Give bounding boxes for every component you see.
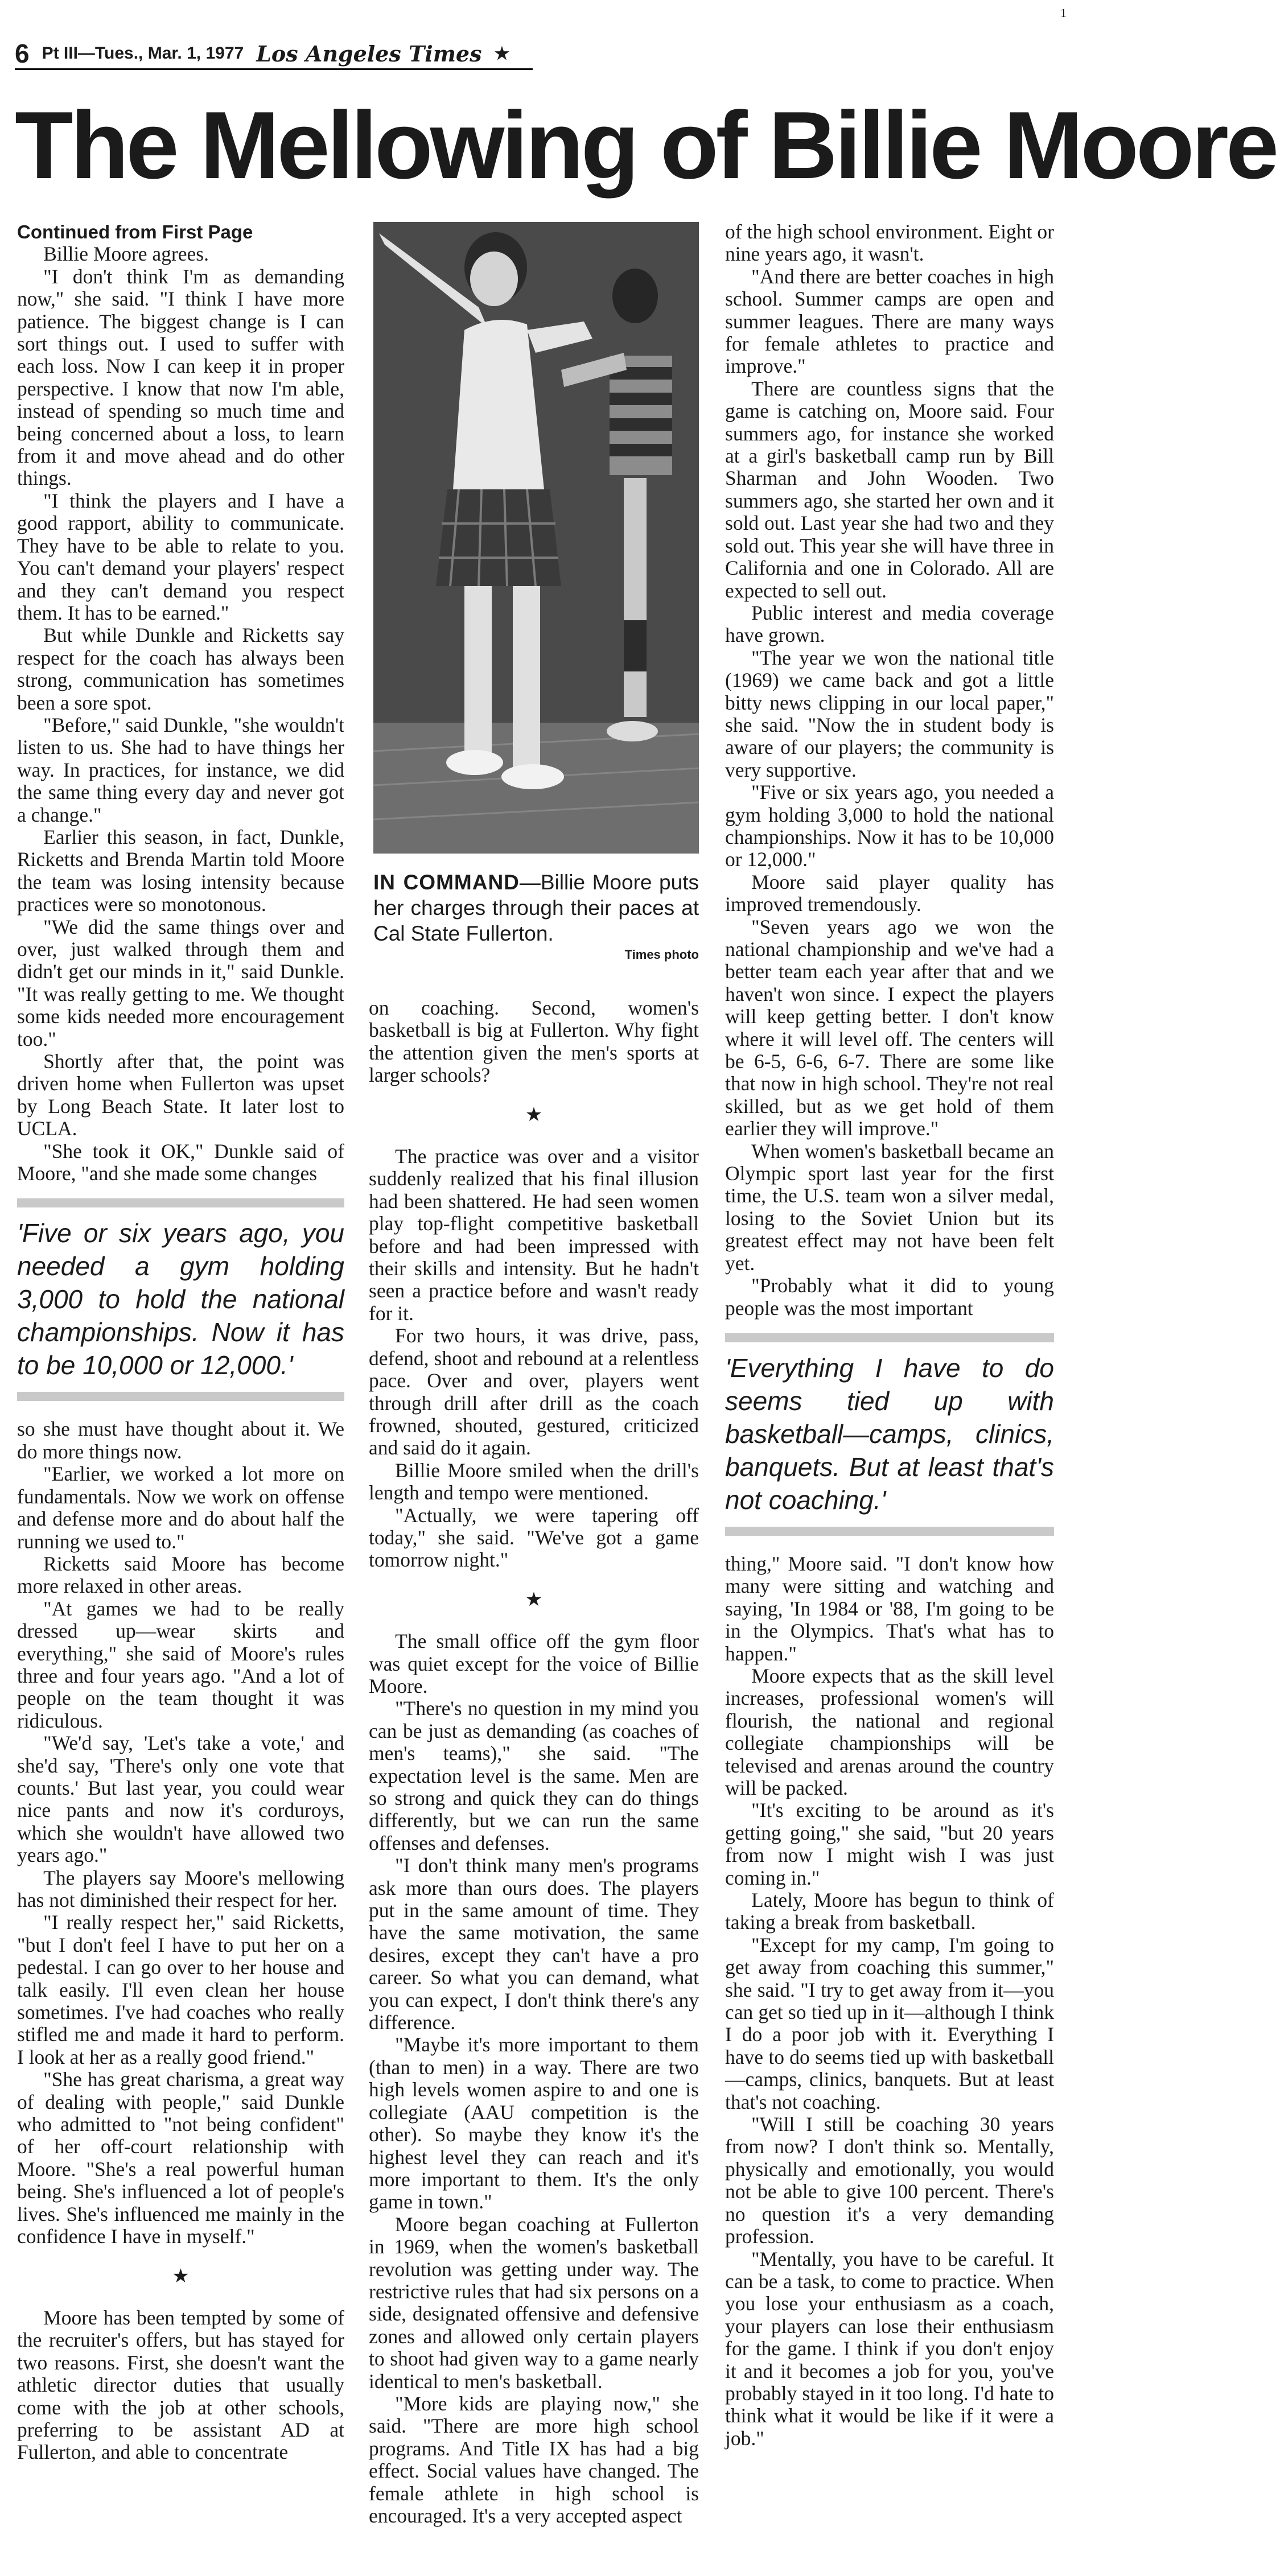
paragraph: "We'd say, 'Let's take a vote,' and she'd say, 'There's only one vote that counts.' But last year, you could wear nice pants and now it's corduroys, which she wouldn't have allowed two years ago." [17, 1732, 344, 1867]
caption-lead: IN COMMAND [373, 871, 520, 894]
paragraph: Billie Moore agrees. [43, 242, 209, 266]
paragraph: There are countless signs that the game is catching on, Moore said. Four summers ago, for instance she worked at a girl's basketball camp run by Bill Sharman and John Wooden. Two summers ago, she started her own and it sold out. Last year she had two and they sold out. This year she will have three in California and one in Colorado. All are expected to sell out. [725, 377, 1054, 602]
star-icon: ★ [494, 44, 510, 63]
paragraph: Public interest and media coverage have grown. [725, 601, 1054, 647]
paragraph: thing," Moore said. "I don't know how many were sitting and watching and saying, 'In 1984 or '88, I'm going to be in the Olympics. That's what has to happen." [725, 1552, 1054, 1665]
paragraph: But while Dunkle and Ricketts say respect for the coach has always been strong, communication has sometimes been a sore spot. [17, 624, 344, 714]
paragraph: Shortly after that, the point was driven home when Fullerton was upset by Long Beach State. It later lost to UCLA. [17, 1050, 344, 1140]
continued-line: Continued from First Page [17, 221, 253, 242]
paragraph: "Except for my camp, I'm going to get away from coaching this summer," she said. "I try to get away from it—you can get so tied up in it—although I think I do a poor job with it. Everything I have to do seems tied up with basketball—camps, clinics, banquets. But at least that's not coaching. [725, 1933, 1054, 2113]
paragraph: For two hours, it was drive, pass, defend, shoot and rebound at a relentless pace. Over and over, players went through drill after drill as the coach frowned, shouted, gestured, criticized and said do it again. [369, 1324, 699, 1460]
paragraph: "Five or six years ago, you needed a gym holding 3,000 to hold the national championships. Now it has to be 10,000 or 12,000." [725, 781, 1054, 871]
section-break-star: ★ [172, 2265, 190, 2287]
article-column-1 [17, 221, 344, 2464]
paragraph: "I don't think I'm as demanding now," she said. "I think I have more patience. The biggest change is I can sort things out. I used to suffer with each loss. Now I can keep it in proper perspective. I know that now I'm able, instead of spending so much time and being concerned about a loss, to learn from it and move ahead and do other things. [17, 265, 344, 490]
pull-quote: 'Everything I have to do seems tied up with basketball—camps, clinics, banquets. But at least that's not coaching.' [725, 1333, 1054, 1536]
paragraph: "I think the players and I have a good rapport, ability to communicate. They have to be able to relate to you. You can't demand your players' respect and they can't demand you respect them. It has to be earned." [17, 489, 344, 624]
headline: The Mellowing of Billie Moore [15, 92, 1276, 199]
paragraph: "She has great charisma, a great way of dealing with people," said Dunkle who admitted to "not being confident" of her off-court relationship with Moore. "She's a real powerful human being. She's influenced a lot of people's lives. She's influenced me mainly in the confidence I have in myself." [17, 2068, 344, 2248]
page-number: 6 [15, 39, 30, 68]
paragraph: of the high school environment. Eight or nine years ago, it wasn't. [725, 220, 1054, 266]
paragraph: Earlier this season, in fact, Dunkle, Ricketts and Brenda Martin told Moore the team was losing intensity because practices were so monotonous. [17, 825, 344, 916]
paragraph: "Probably what it did to young people was the most important [725, 1274, 1054, 1320]
paragraph: "Maybe it's more important to them (than to men) in a way. There are two high levels women aspire to and one is collegiate (AAU competition is the other). So maybe they know it's the highest level they can reach and it's more important to them. It's the only game in town." [369, 2033, 699, 2214]
paragraph: "The year we won the national title (1969) we came back and got a little bitty news clipping in our local paper," she said. "Now the in student body is aware of our players; the community is very supportive. [725, 646, 1054, 781]
section-break-star: ★ [525, 1104, 543, 1126]
paragraph: "She took it OK," Dunkle said of Moore, "and she made some changes [17, 1139, 344, 1185]
paragraph: Ricketts said Moore has become more relaxed in other areas. [17, 1552, 344, 1598]
paragraph: "It's exciting to be around as it's getting going," she said, "but 20 years from now I might wish I was just coming in." [725, 1799, 1054, 1889]
paragraph: Moore expects that as the skill level increases, professional women's will flourish, the national and regional collegiate championships will be televised and arenas around the country will be packed. [725, 1664, 1054, 1799]
paragraph: The small office off the gym floor was quiet except for the voice of Billie Moore. [369, 1630, 699, 1697]
article-column-2 [369, 997, 699, 2527]
paragraph: "Seven years ago we won the national championship and we've had a better team each year after that and we haven't won since. I expect the players will keep getting better. I don't know where it will level off. The centers will be 6-5, 6-6, 6-7. There are some like that now in high school. They're not real skilled, but as we get hold of them earlier they will improve." [725, 915, 1054, 1140]
newspaper-name: Los Angeles Times [256, 40, 482, 67]
paragraph: "And there are better coaches in high school. Summer camps are open and summer leagues. There are many ways for female athletes to practice and improve." [725, 265, 1054, 378]
paragraph: "I really respect her," said Ricketts, "but I don't feel I have to put her on a pedestal. I can go over to her house and talk easily. I'll even clean her house sometimes. I've had coaches who really stifled me and made it hard to perform. I look at her as a really good friend." [17, 1911, 344, 2068]
paragraph: Moore has been tempted by some of the recruiter's offers, but has stayed for two reasons. First, she doesn't want the athletic director duties that usually come with the job at other schools, preferring to be assistant AD at Fullerton, and able to concentrate [17, 2306, 344, 2464]
paragraph: Moore began coaching at Fullerton in 1969, when the women's basketball revolution was getting under way. The restrictive rules that had six persons on a side, designated offensive and defensive zones and allowed only certain players to shoot had given way to a game nearly identical to men's basketball. [369, 2212, 699, 2393]
paragraph: "Before," said Dunkle, "she wouldn't listen to us. She had to have things her way. In practices, for instance, we did the same thing every day and never got a change." [17, 713, 344, 826]
paragraph: "I don't think many men's programs ask more than ours does. The players put in the same amount of time. They have the same motivation, the same desires, except they can't have a pro career. So what you can demand, what you can expect, I don't think there's any difference. [369, 1854, 699, 2034]
pull-quote: 'Five or six years ago, you needed a gym holding 3,000 to hold the national championships. Now it has to be 10,000 or 12,000.' [17, 1198, 344, 1401]
paragraph: When women's basketball became an Olympic sport last year for the first time, the U.S. team won a silver medal, losing to the Soviet Union but its greatest effect may not have been felt yet. [725, 1139, 1054, 1275]
paragraph: The practice was over and a visitor suddenly realized that his final illusion had been shattered. He had seen women play top-flight competitive basketball before and had been impressed with their skills and intensity. But he hadn't seen a practice before and wasn't ready for it. [369, 1145, 699, 1325]
paragraph: "Mentally, you have to be careful. It can be a task, to come to practice. When you lose your enthusiasm as a coach, your players can lose their enthusiasm for the game. I think if you don't enjoy it and it becomes a job for you, you've probably stayed in it too long. I'd hate to think what it would be like if it were a job." [725, 2247, 1054, 2450]
section-date: Pt III—Tues., Mar. 1, 1977 [42, 44, 244, 63]
paragraph: "Earlier, we worked a lot more on fundamentals. Now we work on offense and defense more and do about half the running we used to." [17, 1462, 344, 1553]
photo-caption [373, 869, 699, 946]
paragraph: Lately, Moore has begun to think of taking a break from basketball. [725, 1889, 1054, 1934]
section-break-star: ★ [525, 1589, 543, 1610]
caption-text: —Billie Moore puts her charges through their paces at Cal State Fullerton. [373, 871, 699, 945]
paragraph: "Actually, we were tapering off today," she said. "We've got a game tomorrow night." [369, 1503, 699, 1572]
paragraph: "There's no question in my mind you can be just as demanding (as coaches of men's teams)," she said. "The expectation level is the same. Men are so strong and quick they can do things differently, but we can run the same offenses and defenses. [369, 1697, 699, 1854]
page-corner-mark: 1 [1060, 6, 1067, 20]
paragraph: Billie Moore smiled when the drill's length and tempo were mentioned. [369, 1458, 699, 1505]
paragraph: The players say Moore's mellowing has not diminished their respect for her. [17, 1866, 344, 1911]
paragraph: Moore said player quality has improved tremendously. [725, 870, 1054, 916]
folio-line [15, 39, 533, 70]
paragraph: on coaching. Second, women's basketball is big at Fullerton. Why fight the attention given the men's sports at larger schools? [369, 996, 699, 1087]
paragraph: "More kids are playing now," she said. "There are more high school programs. And Title IX has had a big effect. Social values have changed. The female athlete in high school is encouraged. It's a very accepted aspect [369, 2392, 699, 2527]
article-column-3 [725, 221, 1054, 2450]
paragraph: so she must have thought about it. We do more things now. [17, 1417, 344, 1463]
paragraph: "We did the same things over and over, just walked through them and didn't get our minds in it," said Dunkle. "It was really getting to me. We thought some kids needed more encouragement too." [17, 915, 344, 1050]
photo-credit: Times photo [624, 947, 699, 962]
paragraph: "Will I still be coaching 30 years from now? I don't think so. Mentally, physically and emotionally, you would not be able to give 100 percent. There's no question it's a very demanding profession. [725, 2113, 1054, 2248]
news-photo [373, 222, 699, 854]
coach-pointing-photo [373, 222, 699, 854]
paragraph: "At games we had to be really dressed up—wear skirts and everything," she said of Moore's rules three and four years ago. "And a lot of people on the team thought it was ridiculous. [17, 1597, 344, 1732]
